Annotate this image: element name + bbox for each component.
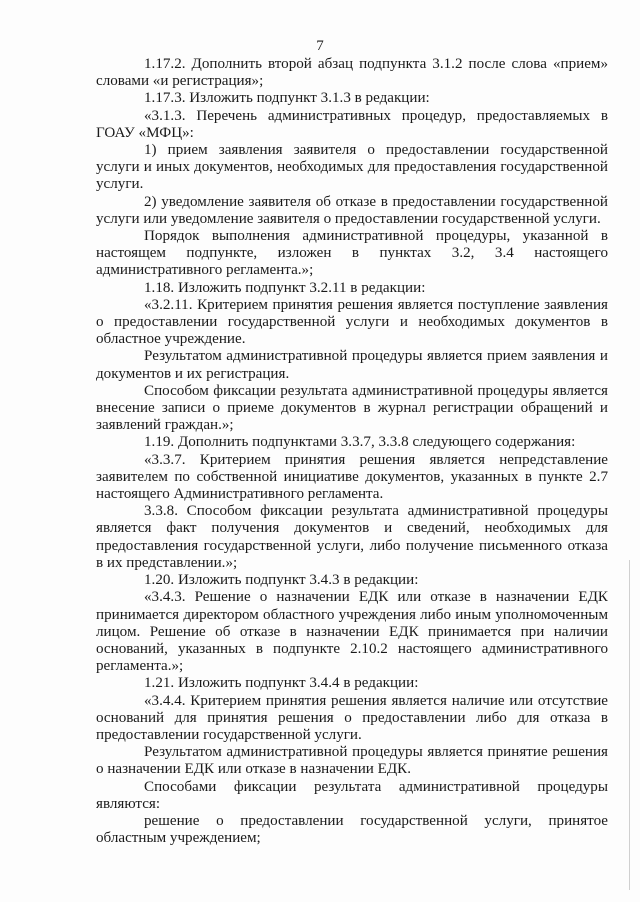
paragraph-fixation-methods: Способами фиксации результата административной процедуры являются: — [96, 778, 608, 812]
paragraph-fixation-journal: Способом фиксации результата административной процедуры является внесение записи о приеме документов в журнал регистрации обращений и заявлений граждан.»; — [96, 382, 608, 434]
scan-edge-line — [629, 560, 630, 890]
paragraph-1-19: 1.19. Дополнить подпунктами 3.3.7, 3.3.8 следующего содержания: — [144, 434, 576, 451]
paragraph-1-17-3: 1.17.3. Изложить подпункт 3.1.3 в редакции: — [144, 90, 430, 107]
paragraph-decision-provision: решение о предоставлении государственной услуги, принятое областным учреждением; — [96, 812, 608, 847]
paragraph-3-3-8: 3.3.8. Способом фиксации результата административной процедуры является факт получения документов и сведений, необходимых для предоставления государственной услуги, либо получение письменного отказа в их представлении.»; — [96, 503, 608, 571]
paragraph-result-decision: Результатом административной процедуры является принятие решения о назначении ЕДК или отказе в назначении ЕДК. — [96, 744, 608, 778]
paragraph-item-1: 1) прием заявления заявителя о предоставлении государственной услуги и иных документов, необходимых для предоставления государственной услуги. — [96, 142, 608, 193]
paragraph-3-4-4: «3.4.4. Критерием принятия решения является наличие или отсутствие оснований для принятия решения о предоставлении либо для отказа в предоставлении государственной услуги. — [96, 692, 608, 743]
paragraph-3-1-3: «3.1.3. Перечень административных процедур, предоставляемых в ГОАУ «МФЦ»: — [96, 107, 608, 141]
paragraph-procedure-order: Порядок выполнения административной процедуры, указанной в настоящем подпункте, изложен в пунктах 3.2, 3.4 настоящего административного регламента.»; — [96, 228, 608, 279]
paragraph-3-2-11: «3.2.11. Критерием принятия решения является поступление заявления о предоставлении государственной услуги и необходимых документов в областное учреждение. — [96, 296, 608, 348]
document-body — [96, 56, 608, 847]
paragraph-result-reception: Результатом административной процедуры является прием заявления и документов и их регистрация. — [96, 348, 608, 382]
paragraph-3-3-7: «3.3.7. Критерием принятия решения является непредставление заявителем по собственной инициативе документов, указанных в пункте 2.7 настоящего Административного регламента. — [96, 451, 608, 503]
paragraph-item-2: 2) уведомление заявителя об отказе в предоставлении государственной услуги или уведомление заявителя о предоставлении государственной услуги. — [96, 193, 608, 227]
paragraph-1-21: 1.21. Изложить подпункт 3.4.4 в редакции: — [144, 675, 419, 692]
paragraph-3-4-3: «3.4.3. Решение о назначении ЕДК или отказе в назначении ЕДК принимается директором областного учреждения либо иным уполномоченным лицом. Решение об отказе в назначении ЕДК принимается при наличии оснований, указанных в подпункте 2.10.2 настоящего административного регламента.»; — [96, 589, 608, 675]
paragraph-1-17-2: 1.17.2. Дополнить второй абзац подпункта 3.1.2 после слова «прием» словами «и регистрация»; — [96, 56, 608, 90]
paragraph-1-20: 1.20. Изложить подпункт 3.4.3 в редакции: — [144, 572, 419, 589]
page-number: 7 — [316, 38, 324, 54]
paragraph-1-18: 1.18. Изложить подпункт 3.2.11 в редакции: — [144, 279, 426, 296]
